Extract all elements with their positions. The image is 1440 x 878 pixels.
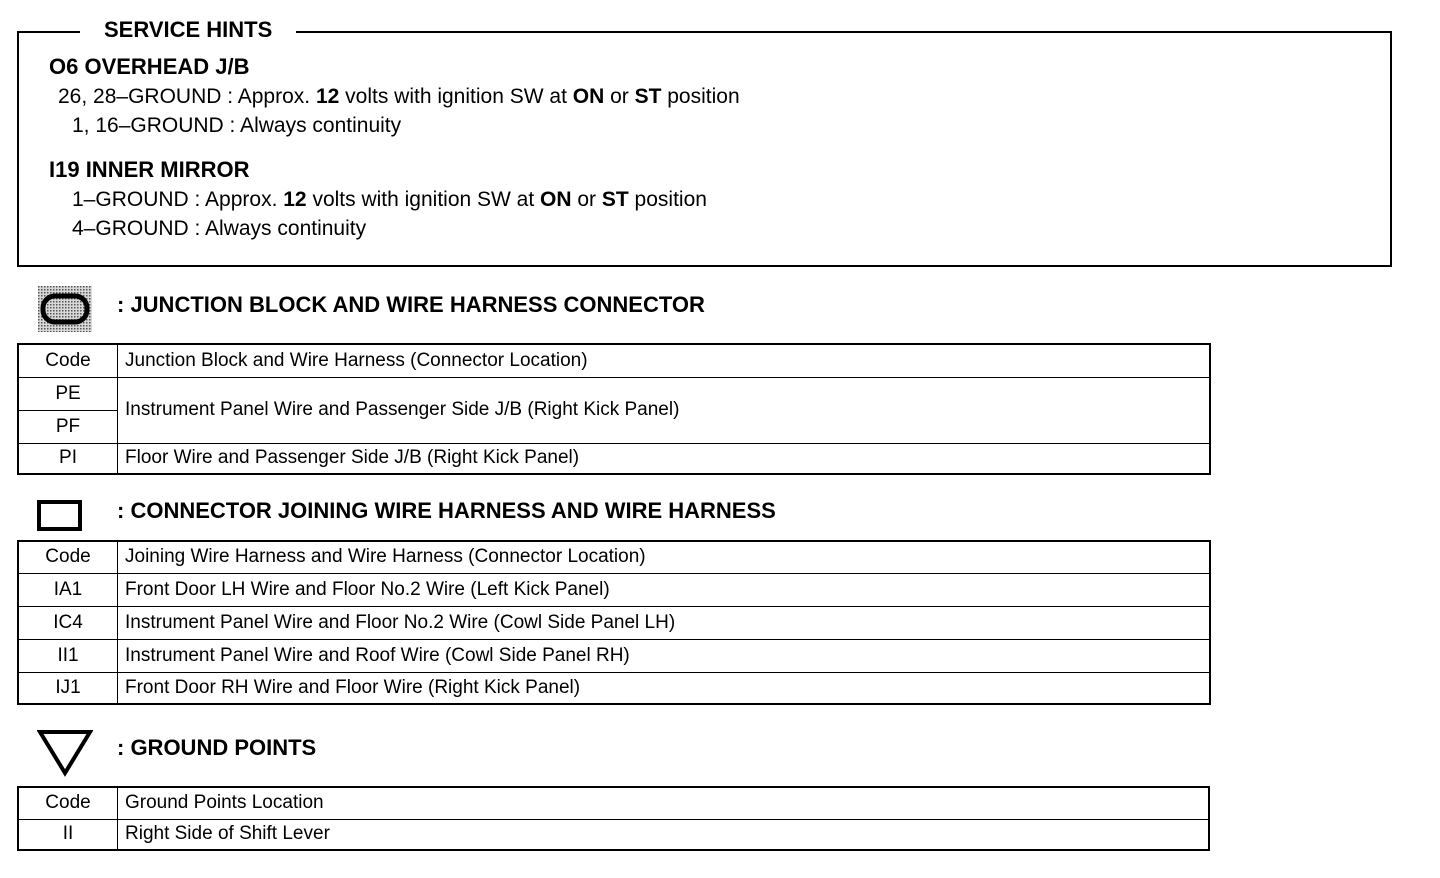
table-row <box>18 639 1210 672</box>
junction-table <box>17 343 1211 475</box>
service-hints-title: SERVICE HINTS <box>80 17 296 43</box>
desc-cell: Instrument Panel Wire and Floor No.2 Wire (Cowl Side Panel LH) <box>118 606 1211 639</box>
table-row <box>18 573 1210 606</box>
hint-line: 26, 28–GROUND : Approx. 12 volts with ignition SW at ON or ST position <box>58 85 740 108</box>
desc-cell: Floor Wire and Passenger Side J/B (Right Kick Panel) <box>118 443 1211 474</box>
table-header-row <box>18 541 1210 573</box>
hint-heading-overhead-jb: O6 OVERHEAD J/B <box>49 54 250 79</box>
code-header: Code <box>18 344 118 377</box>
code-header: Code <box>18 787 118 819</box>
code-cell: IJ1 <box>18 672 118 704</box>
desc-cell: Right Side of Shift Lever <box>118 819 1210 850</box>
code-cell: PE <box>55 382 81 404</box>
rounded-rectangle-shaded-icon <box>38 286 92 332</box>
code-cell-pair <box>18 377 118 443</box>
connector-table <box>17 540 1211 705</box>
table-row <box>18 443 1210 474</box>
hint-line: 1–GROUND : Approx. 12 volts with ignition SW at ON or ST position <box>72 188 707 211</box>
code-cell: II1 <box>18 639 118 672</box>
code-cell: IC4 <box>18 606 118 639</box>
desc-header: Joining Wire Harness and Wire Harness (Connector Location) <box>118 541 1211 573</box>
ground-table <box>17 786 1210 851</box>
inverted-triangle-icon <box>37 729 93 777</box>
table-header-row <box>18 344 1210 377</box>
ground-section-heading: : GROUND POINTS <box>117 735 317 760</box>
desc-header: Junction Block and Wire Harness (Connector Location) <box>118 344 1211 377</box>
table-row <box>18 377 1210 443</box>
code-cell: II <box>18 819 118 850</box>
code-cell: PI <box>18 443 118 474</box>
code-cell: PF <box>55 415 81 437</box>
desc-cell: Instrument Panel Wire and Passenger Side J/B (Right Kick Panel) <box>118 377 1211 443</box>
code-header: Code <box>18 541 118 573</box>
table-row <box>18 606 1210 639</box>
desc-header: Ground Points Location <box>118 787 1210 819</box>
hint-line: 1, 16–GROUND : Always continuity <box>72 114 402 137</box>
table-row <box>18 819 1209 850</box>
desc-cell: Instrument Panel Wire and Roof Wire (Cowl Side Panel RH) <box>118 639 1211 672</box>
code-cell: IA1 <box>18 573 118 606</box>
hint-line: 4–GROUND : Always continuity <box>72 217 367 240</box>
desc-cell: Front Door RH Wire and Floor Wire (Right Kick Panel) <box>118 672 1211 704</box>
rectangle-outline-icon <box>37 500 83 532</box>
table-row <box>18 672 1210 704</box>
desc-cell: Front Door LH Wire and Floor No.2 Wire (Left Kick Panel) <box>118 573 1211 606</box>
table-header-row <box>18 787 1209 819</box>
junction-section-heading: : JUNCTION BLOCK AND WIRE HARNESS CONNECTOR <box>117 292 705 317</box>
hint-heading-inner-mirror: I19 INNER MIRROR <box>49 157 250 182</box>
connector-section-heading: : CONNECTOR JOINING WIRE HARNESS AND WIRE HARNESS <box>117 498 776 523</box>
